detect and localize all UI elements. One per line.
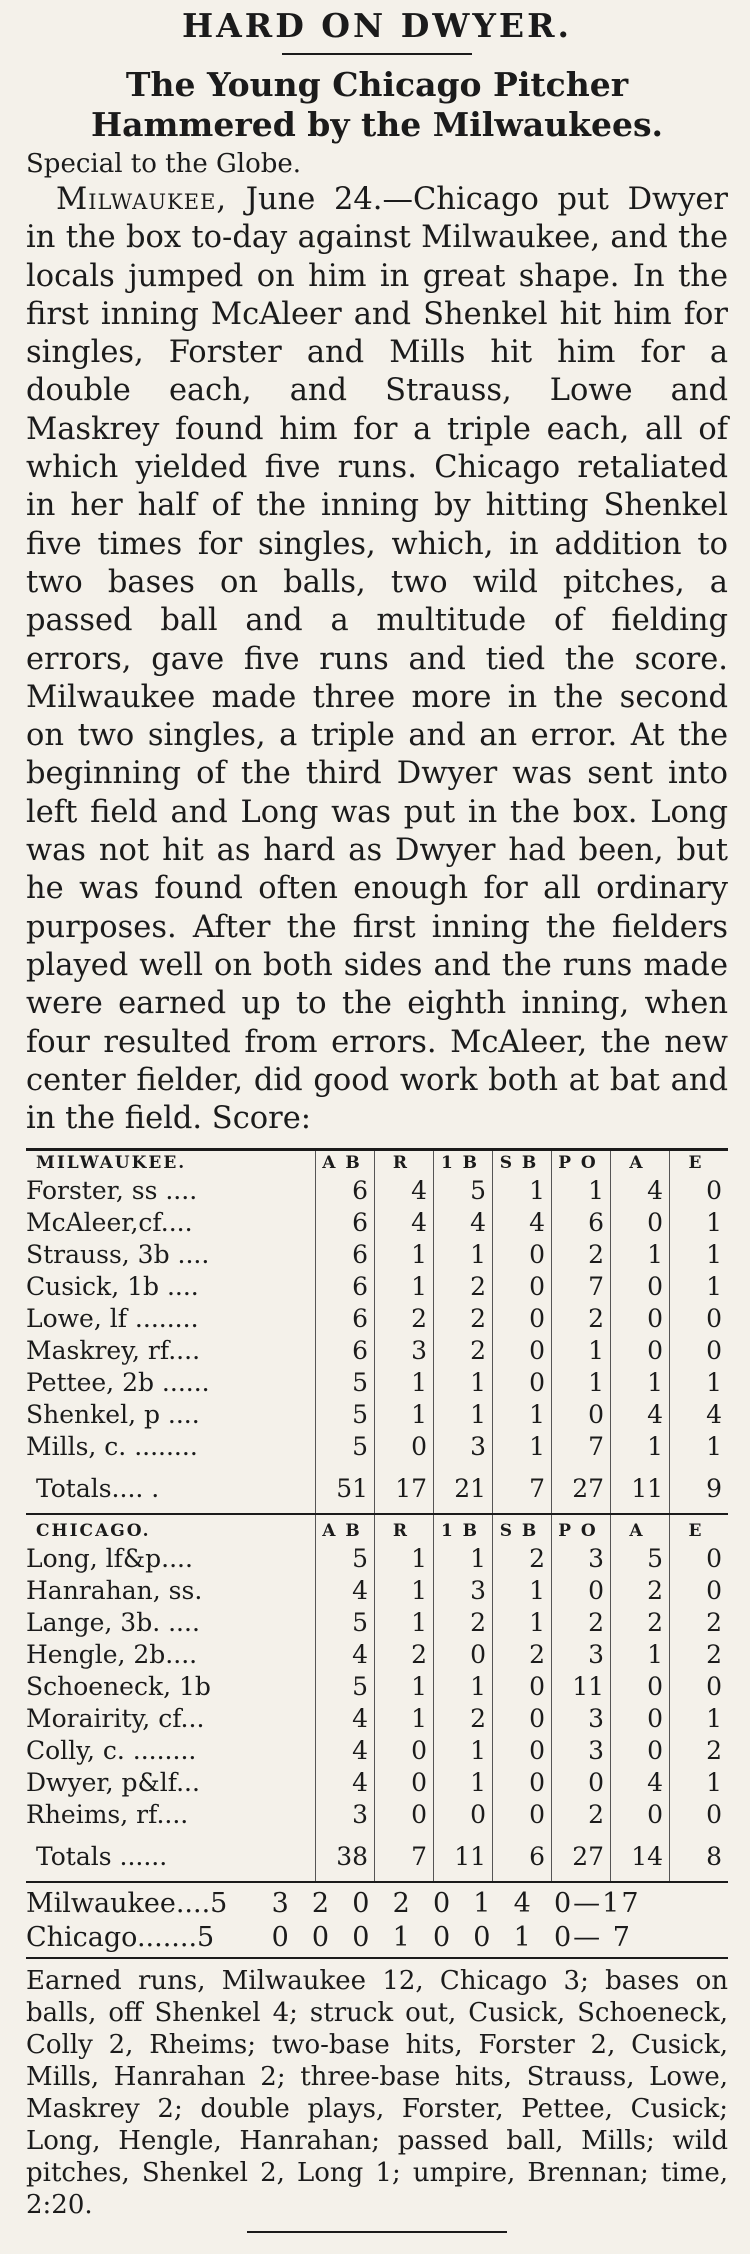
stat-cell: 1 <box>611 1431 670 1463</box>
stat-cell: 0 <box>611 1271 670 1303</box>
stat-cell: 0 <box>611 1735 670 1767</box>
stat-cell: 2 <box>434 1271 493 1303</box>
total-cell: 14 <box>611 1831 670 1881</box>
stat-cell: 1 <box>670 1431 729 1463</box>
stat-cell: 1 <box>375 1703 434 1735</box>
stat-cell: 0 <box>434 1799 493 1831</box>
total-cell: 7 <box>375 1831 434 1881</box>
stat-cell: 0 <box>493 1271 552 1303</box>
stat-cell: 7 <box>552 1271 611 1303</box>
stat-cell: 3 <box>434 1575 493 1607</box>
player-name: Morairity, cf... <box>26 1704 205 1734</box>
player-row <box>26 1303 728 1335</box>
stat-cell: 0 <box>611 1335 670 1367</box>
box-score-table <box>26 1148 728 1881</box>
stat-cell: 2 <box>670 1639 729 1671</box>
stat-cell: 4 <box>611 1175 670 1207</box>
column-header: A B <box>316 1514 375 1543</box>
stat-cell: 5 <box>316 1399 375 1431</box>
stat-cell: 0 <box>670 1799 729 1831</box>
stat-cell: 5 <box>611 1543 670 1575</box>
stat-cell: 1 <box>493 1607 552 1639</box>
dateline: Milwaukee, <box>56 182 228 217</box>
stat-cell: 1 <box>375 1575 434 1607</box>
stat-cell: 0 <box>493 1767 552 1799</box>
stat-cell: 0 <box>670 1543 729 1575</box>
line-score-team: Milwaukee....5 <box>26 1888 228 1920</box>
stat-cell: 3 <box>552 1735 611 1767</box>
player-row <box>26 1239 728 1271</box>
player-row <box>26 1799 728 1831</box>
stat-cell: 0 <box>611 1799 670 1831</box>
stat-cell: 1 <box>375 1239 434 1271</box>
total-cell: 8 <box>670 1831 729 1881</box>
stat-cell: 6 <box>316 1335 375 1367</box>
chicago-section <box>26 1514 728 1881</box>
stat-cell: 1 <box>670 1367 729 1399</box>
stat-cell: 6 <box>316 1271 375 1303</box>
stat-cell: 0 <box>375 1799 434 1831</box>
stat-cell: 2 <box>434 1607 493 1639</box>
stat-cell: 0 <box>375 1431 434 1463</box>
player-row <box>26 1367 728 1399</box>
stat-cell: 0 <box>375 1735 434 1767</box>
stat-cell: 4 <box>611 1767 670 1799</box>
player-row <box>26 1271 728 1303</box>
line-score <box>26 1881 728 1959</box>
stat-cell: 1 <box>493 1431 552 1463</box>
stat-cell: 1 <box>375 1367 434 1399</box>
stat-cell: 4 <box>316 1575 375 1607</box>
stat-cell: 1 <box>375 1607 434 1639</box>
stat-cell: 3 <box>552 1639 611 1671</box>
player-name: Hengle, 2b.... <box>26 1640 198 1670</box>
stat-cell: 0 <box>611 1303 670 1335</box>
stat-cell: 3 <box>552 1703 611 1735</box>
totals-row <box>26 1831 728 1881</box>
stat-cell: 4 <box>375 1175 434 1207</box>
player-row <box>26 1735 728 1767</box>
stat-cell: 5 <box>316 1367 375 1399</box>
stat-cell: 1 <box>552 1175 611 1207</box>
stat-cell: 0 <box>493 1703 552 1735</box>
player-name: Rheims, rf.... <box>26 1800 189 1830</box>
player-row <box>26 1399 728 1431</box>
stat-cell: 2 <box>552 1607 611 1639</box>
stat-cell: 2 <box>611 1575 670 1607</box>
stat-cell: 6 <box>552 1207 611 1239</box>
total-cell: 17 <box>375 1463 434 1514</box>
player-row <box>26 1575 728 1607</box>
stat-cell: 2 <box>434 1303 493 1335</box>
credit-line: Special to the Globe. <box>26 149 302 179</box>
stat-cell: 0 <box>375 1767 434 1799</box>
stat-cell: 1 <box>493 1575 552 1607</box>
stat-cell: 1 <box>670 1239 729 1271</box>
total-cell: 27 <box>552 1463 611 1514</box>
player-name: Schoeneck, 1b <box>26 1672 211 1702</box>
stat-cell: 1 <box>375 1543 434 1575</box>
player-row <box>26 1767 728 1799</box>
game-summary: Earned runs, Milwaukee 12, Chicago 3; bases on balls, off Shenkel 4; struck out, Cusick, Schoeneck, Colly 2, Rheims; two-base hits, Forster 2, Cusick, Mills, Hanrahan 2; three-base hits, Strauss, Lowe, Maskrey 2; double plays, Forster, Pettee, Cusick; Long, Hengle, Hanrahan; passed ball, Mills; wild pitches, Shenkel 2, Long 1; umpire, Brennan; time, 2:20. <box>26 1966 728 2221</box>
column-header: E <box>670 1514 729 1543</box>
stat-cell: 4 <box>316 1703 375 1735</box>
column-header: E <box>670 1150 729 1176</box>
stat-cell: 0 <box>434 1639 493 1671</box>
stat-cell: 0 <box>552 1767 611 1799</box>
player-name: Dwyer, p&lf... <box>26 1768 200 1798</box>
stat-cell: 2 <box>552 1303 611 1335</box>
stat-cell: 0 <box>552 1399 611 1431</box>
player-name: Shenkel, p .... <box>26 1400 200 1430</box>
stat-cell: 0 <box>611 1207 670 1239</box>
stat-cell: 5 <box>316 1431 375 1463</box>
stat-cell: 5 <box>316 1607 375 1639</box>
column-header: S B <box>493 1150 552 1176</box>
stat-cell: 3 <box>552 1543 611 1575</box>
total-cell: 21 <box>434 1463 493 1514</box>
player-row <box>26 1703 728 1735</box>
totals-row <box>26 1463 728 1514</box>
article-body <box>26 181 728 1138</box>
stat-cell: 1 <box>611 1239 670 1271</box>
stat-cell: 6 <box>316 1239 375 1271</box>
stat-cell: 0 <box>493 1671 552 1703</box>
stat-cell: 2 <box>434 1703 493 1735</box>
stat-cell: 3 <box>375 1335 434 1367</box>
column-header: P O <box>552 1514 611 1543</box>
stat-cell: 1 <box>670 1271 729 1303</box>
column-header: A B <box>316 1150 375 1176</box>
stat-cell: 1 <box>670 1207 729 1239</box>
total-cell: 51 <box>316 1463 375 1514</box>
stat-cell: 5 <box>434 1175 493 1207</box>
stat-cell: 0 <box>670 1575 729 1607</box>
stat-cell: 4 <box>375 1207 434 1239</box>
stat-cell: 1 <box>434 1671 493 1703</box>
stat-cell: 1 <box>670 1767 729 1799</box>
line-score-team: Chicago.......5 <box>26 1922 215 1954</box>
stat-cell: 6 <box>316 1175 375 1207</box>
stat-cell: 1 <box>493 1175 552 1207</box>
column-header: 1 B <box>434 1514 493 1543</box>
line-score-row-milwaukee <box>26 1887 728 1921</box>
stat-cell: 0 <box>493 1735 552 1767</box>
stat-cell: 5 <box>316 1671 375 1703</box>
player-name: Long, lf&p.... <box>26 1544 193 1574</box>
stat-cell: 4 <box>493 1207 552 1239</box>
stat-cell: 1 <box>434 1239 493 1271</box>
stat-cell: 0 <box>670 1303 729 1335</box>
stat-cell: 0 <box>493 1303 552 1335</box>
stat-cell: 3 <box>434 1431 493 1463</box>
stat-cell: 2 <box>552 1799 611 1831</box>
stat-cell: 4 <box>434 1207 493 1239</box>
totals-label: Totals ...... <box>36 1842 168 1872</box>
player-name: Lange, 3b. .... <box>26 1608 200 1638</box>
line-score-innings: 0 0 0 1 0 0 1 0— 7 <box>261 1922 632 1954</box>
player-row <box>26 1431 728 1463</box>
player-name: Strauss, 3b .... <box>26 1240 210 1270</box>
player-row <box>26 1543 728 1575</box>
end-rule <box>247 2231 507 2233</box>
player-name: McAleer,cf.... <box>26 1208 193 1238</box>
player-name: Mills, c. ........ <box>26 1432 198 1462</box>
stat-cell: 6 <box>316 1207 375 1239</box>
player-name: Pettee, 2b ...... <box>26 1368 210 1398</box>
stat-cell: 1 <box>611 1639 670 1671</box>
stat-cell: 2 <box>434 1335 493 1367</box>
player-row <box>26 1175 728 1207</box>
stat-cell: 6 <box>316 1303 375 1335</box>
stat-cell: 2 <box>375 1303 434 1335</box>
stat-cell: 0 <box>493 1335 552 1367</box>
team-label: CHICAGO. <box>26 1514 316 1543</box>
stat-cell: 1 <box>434 1767 493 1799</box>
stat-cell: 1 <box>552 1335 611 1367</box>
stat-cell: 2 <box>670 1607 729 1639</box>
stat-cell: 1 <box>434 1735 493 1767</box>
stat-cell: 2 <box>375 1639 434 1671</box>
player-row <box>26 1607 728 1639</box>
stat-cell: 4 <box>670 1399 729 1431</box>
stat-cell: 1 <box>434 1399 493 1431</box>
column-header: S B <box>493 1514 552 1543</box>
stat-cell: 4 <box>316 1767 375 1799</box>
box-header-row <box>26 1514 728 1543</box>
column-header: R <box>375 1514 434 1543</box>
stat-cell: 0 <box>670 1175 729 1207</box>
player-row <box>26 1207 728 1239</box>
total-cell: 7 <box>493 1463 552 1514</box>
stat-cell: 5 <box>316 1543 375 1575</box>
player-name: Forster, ss .... <box>26 1176 198 1206</box>
player-row <box>26 1335 728 1367</box>
stat-cell: 0 <box>670 1671 729 1703</box>
stat-cell: 1 <box>375 1271 434 1303</box>
stat-cell: 0 <box>611 1703 670 1735</box>
headline-rule <box>282 53 472 55</box>
stat-cell: 1 <box>493 1399 552 1431</box>
total-cell: 38 <box>316 1831 375 1881</box>
player-row <box>26 1671 728 1703</box>
stat-cell: 2 <box>552 1239 611 1271</box>
stat-cell: 4 <box>316 1639 375 1671</box>
stat-cell: 1 <box>434 1367 493 1399</box>
totals-label: Totals.... . <box>36 1474 160 1504</box>
stat-cell: 2 <box>493 1543 552 1575</box>
stat-cell: 2 <box>493 1639 552 1671</box>
milwaukee-section <box>26 1150 728 1515</box>
headline: HARD ON DWYER. <box>181 6 572 45</box>
line-score-row-chicago <box>26 1921 728 1955</box>
stat-cell: 4 <box>611 1399 670 1431</box>
subhead: The Young Chicago Pitcher Hammered by the Milwaukees. <box>90 65 664 144</box>
story-text: June 24.—Chicago put Dwyer in the box to-day against Milwaukee, and the locals jumped on him in great shape. In the first inning McAleer and Shenkel hit him for singles, Forster and Mills hit him for a double each, and Strauss, Lowe and Maskrey found him for a triple each, all of which yielded five runs. Chicago retaliated in her half of the inning by hitting Shenkel five times for singles, which, in addition to two bases on balls, two wild pitches, a passed ball and a multitude of fielding errors, gave five runs and tied the score. Milwaukee made three more in the second on two singles, a triple and an error. At the beginning of the third Dwyer was sent into left field and Long was put in the box. Long was not hit as hard as Dwyer had been, but he was found often enough for all ordinary purposes. After the first inning the fielders played well on both sides and the runs made were earned up to the eighth inning, when four resulted from errors. McAleer, the new center fielder, did good work both at bat and in the field. Score: <box>26 182 728 1137</box>
team-label: MILWAUKEE. <box>26 1150 316 1176</box>
stat-cell: 0 <box>670 1335 729 1367</box>
stat-cell: 1 <box>670 1703 729 1735</box>
player-name: Cusick, 1b .... <box>26 1272 199 1302</box>
stat-cell: 0 <box>493 1799 552 1831</box>
stat-cell: 1 <box>611 1367 670 1399</box>
stat-cell: 1 <box>375 1671 434 1703</box>
stat-cell: 0 <box>611 1671 670 1703</box>
stat-cell: 1 <box>434 1543 493 1575</box>
stat-cell: 1 <box>552 1367 611 1399</box>
stat-cell: 0 <box>552 1575 611 1607</box>
total-cell: 27 <box>552 1831 611 1881</box>
box-header-row <box>26 1150 728 1176</box>
stat-cell: 0 <box>493 1367 552 1399</box>
column-header: P O <box>552 1150 611 1176</box>
player-name: Maskrey, rf.... <box>26 1336 201 1366</box>
player-name: Colly, c. ........ <box>26 1736 197 1766</box>
stat-cell: 7 <box>552 1431 611 1463</box>
stat-cell: 1 <box>375 1399 434 1431</box>
player-row <box>26 1639 728 1671</box>
column-header: 1 B <box>434 1150 493 1176</box>
stat-cell: 2 <box>611 1607 670 1639</box>
line-score-innings: 3 2 0 2 0 1 4 0—17 <box>261 1888 641 1920</box>
player-name: Hanrahan, ss. <box>26 1576 203 1606</box>
stat-cell: 0 <box>493 1239 552 1271</box>
total-cell: 6 <box>493 1831 552 1881</box>
total-cell: 9 <box>670 1463 729 1514</box>
total-cell: 11 <box>434 1831 493 1881</box>
total-cell: 11 <box>611 1463 670 1514</box>
column-header: R <box>375 1150 434 1176</box>
stat-cell: 4 <box>316 1735 375 1767</box>
column-header: A <box>611 1514 670 1543</box>
player-name: Lowe, lf ........ <box>26 1304 199 1334</box>
column-header: A <box>611 1150 670 1176</box>
stat-cell: 2 <box>670 1735 729 1767</box>
stat-cell: 11 <box>552 1671 611 1703</box>
stat-cell: 3 <box>316 1799 375 1831</box>
